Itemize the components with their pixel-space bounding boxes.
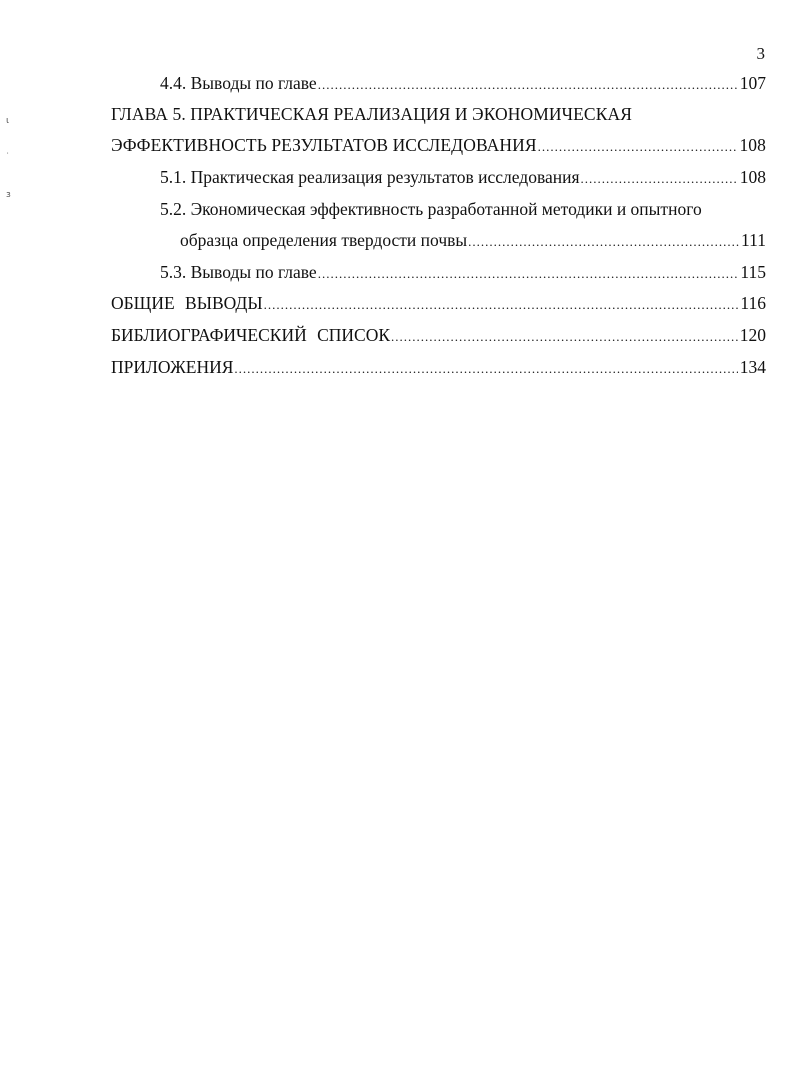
- toc-entry-page: 108: [739, 135, 766, 155]
- toc-entry-page: 120: [739, 325, 766, 345]
- dot-leader: [391, 324, 738, 350]
- toc-entry-5-2-line-1: [160, 196, 702, 222]
- toc-entry-page: 108: [739, 167, 766, 187]
- toc-entry-general-conclusions: [111, 290, 766, 316]
- toc-entry-title: ЭФФЕКТИВНОСТЬ РЕЗУЛЬТАТОВ ИССЛЕДОВАНИЯ: [111, 135, 537, 155]
- toc-entry-5-1: [160, 164, 766, 190]
- toc-entry-page: 115: [740, 262, 766, 282]
- toc-entry-title: 5.2. Экономическая эффективность разработанной методики и опытного: [160, 199, 702, 219]
- toc-entry-title: ОБЩИЕ ВЫВОДЫ: [111, 293, 263, 313]
- toc-entry-title: ГЛАВА 5. ПРАКТИЧЕСКАЯ РЕАЛИЗАЦИЯ И ЭКОНОМИЧЕСКАЯ: [111, 104, 632, 124]
- toc-entry-4-4: [160, 70, 766, 96]
- dot-leader: [538, 134, 738, 160]
- toc-entry-page: 107: [739, 73, 766, 93]
- toc-chapter-5-line-1: [111, 101, 632, 127]
- dot-leader: [264, 292, 739, 318]
- toc-entry-bibliography: [111, 322, 766, 348]
- toc-entry-title: 4.4. Выводы по главе: [160, 73, 317, 93]
- dot-leader: [318, 72, 738, 98]
- toc-entry-page: 116: [740, 293, 766, 313]
- toc-entry-title: образца определения твердости почвы: [180, 230, 468, 250]
- dot-leader: [468, 229, 739, 255]
- toc-entry-title: БИБЛИОГРАФИЧЕСКИЙ СПИСОК: [111, 325, 391, 345]
- toc-entry-5-3: [160, 259, 766, 285]
- scan-artifact: ɩ: [6, 116, 10, 126]
- page-number: 3: [756, 44, 765, 63]
- toc-chapter-5-line-2: [111, 132, 766, 158]
- toc-entry-5-2-line-2: [180, 227, 766, 253]
- toc-entry-title: 5.3. Выводы по главе: [160, 262, 317, 282]
- toc-entry-page: 134: [739, 357, 766, 377]
- toc-entry-page: 111: [741, 230, 766, 250]
- dot-leader: [581, 166, 738, 192]
- dot-leader: [318, 261, 739, 287]
- toc-entry-title: 5.1. Практическая реализация результатов исследования: [160, 167, 580, 187]
- dot-leader: [234, 356, 737, 382]
- toc-entry-appendices: [111, 354, 766, 380]
- scan-artifact: ˈ: [7, 152, 9, 159]
- scan-artifact: ɜ: [6, 190, 11, 200]
- toc-entry-title: ПРИЛОЖЕНИЯ: [111, 357, 234, 377]
